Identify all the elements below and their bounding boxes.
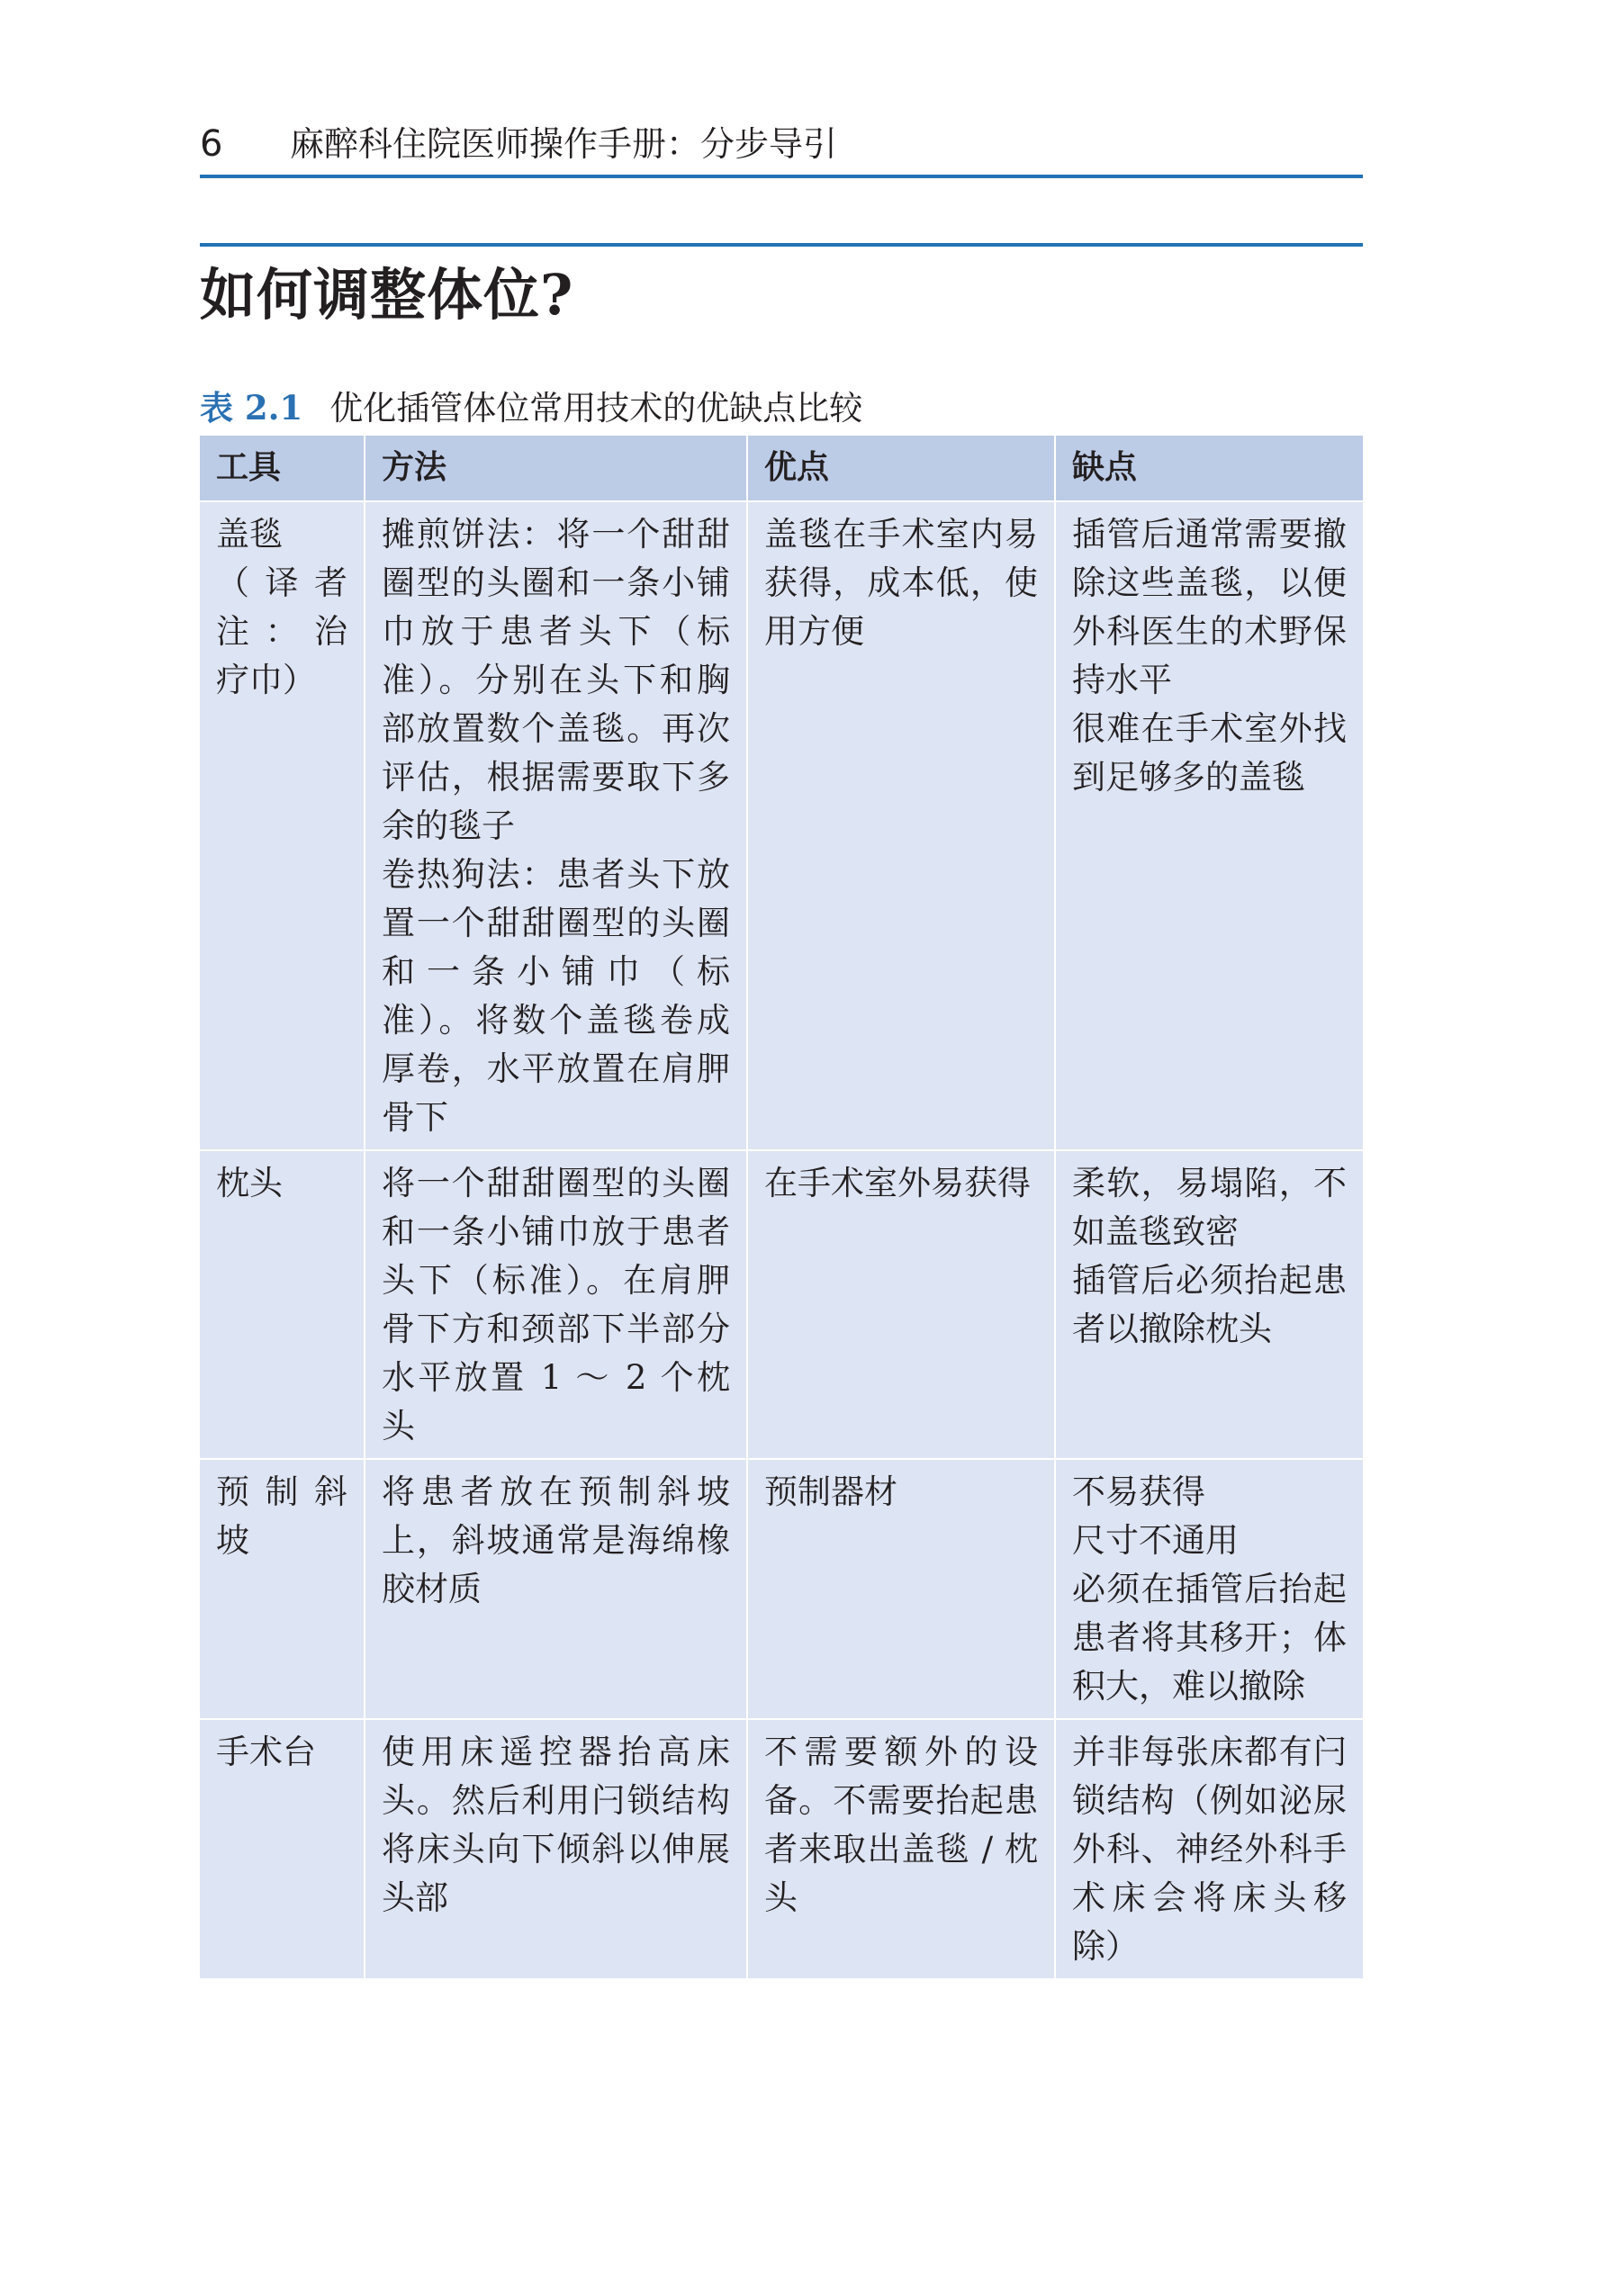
method-paragraph: 卷热狗法：患者头下放置一个甜甜圈型的头圈和一条小铺巾（标准）。将数个盖毯卷成厚卷，水平放置在肩胛骨下 <box>382 855 730 1137</box>
pros-cell <box>747 1150 1055 1459</box>
tool-name: 手术台 <box>216 1733 316 1771</box>
pros-paragraph: 盖毯在手术室内易获得，成本低，使用方便 <box>764 515 1038 651</box>
pros-paragraph: 预制器材 <box>764 1472 897 1511</box>
header-method: 方法 <box>365 436 747 501</box>
method-paragraph: 使用床遥控器抬高床头。然后利用闩锁结构将床头向下倾斜以伸展头部 <box>382 1733 730 1917</box>
pros-paragraph: 在手术室外易获得 <box>764 1164 1031 1202</box>
cons-cell <box>1055 1150 1363 1459</box>
cons-paragraph: 不易获得 <box>1072 1472 1205 1511</box>
tool-cell <box>200 1719 365 1979</box>
cons-cell <box>1055 1459 1363 1719</box>
table-caption-label: 表 2.1 <box>200 388 303 428</box>
cons-cell <box>1055 1719 1363 1979</box>
table-header-row <box>200 436 1363 501</box>
method-cell <box>365 1459 747 1719</box>
cons-paragraph: 插管后必须抬起患者以撤除枕头 <box>1072 1261 1347 1348</box>
table-row <box>200 501 1363 1150</box>
section-rule <box>200 243 1363 247</box>
header-rule <box>200 175 1363 178</box>
tool-name: 盖毯 <box>216 515 283 554</box>
tool-name: 枕头 <box>216 1164 283 1202</box>
cons-cell <box>1055 501 1363 1150</box>
tool-cell <box>200 1459 365 1719</box>
cons-paragraph: 柔软，易塌陷，不如盖毯致密 <box>1072 1164 1347 1251</box>
header-cons: 缺点 <box>1055 436 1363 501</box>
table-row <box>200 1719 1363 1979</box>
pros-paragraph: 不需要额外的设备。不需要抬起患者来取出盖毯 / 枕头 <box>764 1733 1038 1917</box>
pros-cell <box>747 501 1055 1150</box>
pros-cell <box>747 1459 1055 1719</box>
method-paragraph: 将患者放在预制斜坡上，斜坡通常是海绵橡胶材质 <box>382 1472 730 1608</box>
tool-cell <box>200 1150 365 1459</box>
cons-paragraph: 并非每张床都有闩锁结构（例如泌尿外科、神经外科手术床会将床头移除） <box>1072 1733 1347 1966</box>
cons-paragraph: 必须在插管后抬起患者将其移开；体积大，难以撤除 <box>1072 1570 1347 1706</box>
cons-paragraph: 很难在手术室外找到足够多的盖毯 <box>1072 709 1347 797</box>
method-cell <box>365 1719 747 1979</box>
table-caption <box>200 385 862 431</box>
method-paragraph: 摊煎饼法：将一个甜甜圈型的头圈和一条小铺巾放于患者头下（标准）。分别在头下和胸部放置数个盖毯。再次评估，根据需要取下多余的毯子 <box>382 515 730 845</box>
page-number: 6 <box>200 123 223 165</box>
section-title: 如何调整体位? <box>200 262 574 328</box>
cons-paragraph: 插管后通常需要撤除这些盖毯，以便外科医生的术野保持水平 <box>1072 515 1347 699</box>
header-tool: 工具 <box>200 436 365 501</box>
method-cell <box>365 1150 747 1459</box>
method-paragraph: 将一个甜甜圈型的头圈和一条小铺巾放于患者头下（标准）。在肩胛骨下方和颈部下半部分水平放置 1 ～ 2 个枕头 <box>382 1164 730 1445</box>
tool-name: 预制斜坡 <box>216 1472 347 1560</box>
pros-cell <box>747 1719 1055 1979</box>
running-head: 麻醉科住院医师操作手册：分步导引 <box>290 124 838 164</box>
table-row <box>200 1459 1363 1719</box>
comparison-table <box>200 436 1363 1980</box>
table-caption-text: 优化插管体位常用技术的优缺点比较 <box>329 389 863 428</box>
method-cell <box>365 501 747 1150</box>
tool-note: （译者注：治疗巾） <box>216 563 347 699</box>
header-pros: 优点 <box>747 436 1055 501</box>
table-row <box>200 1150 1363 1459</box>
cons-paragraph: 尺寸不通用 <box>1072 1521 1239 1560</box>
tool-cell <box>200 501 365 1150</box>
